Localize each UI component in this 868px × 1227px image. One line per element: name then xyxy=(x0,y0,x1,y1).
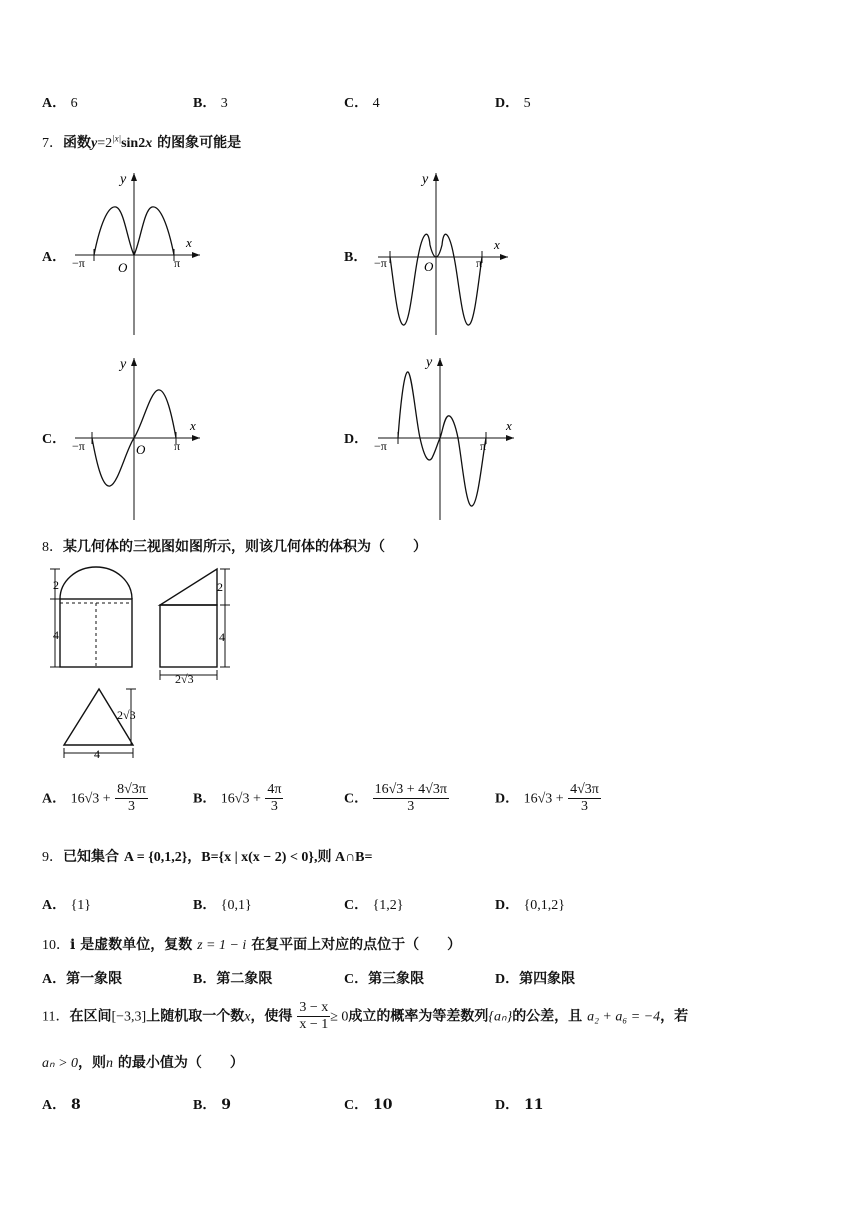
svg-text:x: x xyxy=(190,418,196,433)
q10-option-c: C．第三象限 xyxy=(344,971,425,987)
q9-option-a: A． {1} xyxy=(42,898,92,913)
svg-text:y: y xyxy=(426,355,433,370)
q9-option-b: B． {0,1} xyxy=(193,898,252,913)
q9-option-d: D． {0,1,2} xyxy=(495,898,566,913)
dim-two-root3: 2√3 xyxy=(175,672,194,686)
q11-option-d: D． 11 xyxy=(495,1097,544,1113)
q11-option-b: B． 9 xyxy=(193,1097,231,1113)
q7-graph-a-letter: A． xyxy=(42,250,67,265)
q7-graph-a xyxy=(60,165,210,340)
q6-option-b: B． 3 xyxy=(193,96,228,111)
axis-y-label: y xyxy=(120,172,127,187)
q10-stem: 10．i 是虚数单位，复数 z = 1 − i 在复平面上对应的点位于（ ） xyxy=(42,937,462,953)
q9-option-c: C． {1,2} xyxy=(344,898,404,913)
q10-option-b: B．第二象限 xyxy=(193,971,273,987)
q7-graph-b xyxy=(370,165,520,340)
q8-stem: 8．某几何体的三视图如图所示，则该几何体的体积为（ ） xyxy=(42,539,427,555)
q7-graph-c xyxy=(60,350,210,525)
svg-text:x: x xyxy=(494,237,500,252)
q7-graph-d-letter: D． xyxy=(344,432,369,447)
dim-two: 2 xyxy=(53,578,59,592)
q8-three-views xyxy=(45,565,245,765)
q11-stem-line1: 11．在区间[−3,3]上随机取一个数x，使得 $\frac{3 - x}{x - 1}$ ≥ 0成立的概率为等差数列{aₙ}的公差，且 a₂ + a₆ = −4，若 xyxy=(42,1000,689,1032)
dim-four-b: 4 xyxy=(94,747,100,761)
svg-text:4: 4 xyxy=(219,630,225,644)
q6-option-a: A． 6 xyxy=(42,96,78,111)
q10-option-a: A．第一象限 xyxy=(42,971,123,987)
svg-text:2: 2 xyxy=(217,580,223,594)
q6-option-c: C． 4 xyxy=(344,96,380,111)
q9-stem: 9．已知集合 A = {0,1,2}，B={x | x(x − 2) < 0},则 A∩B= xyxy=(42,849,373,865)
neg-pi-label: −π xyxy=(72,256,85,270)
svg-text:−π: −π xyxy=(374,256,387,270)
dim-four: 4 xyxy=(53,628,59,642)
q8-option-a: A． 16√3 + $\frac{8√3\pi}{3}$ xyxy=(42,782,146,814)
svg-text:2√3: 2√3 xyxy=(117,708,136,722)
svg-text:−π: −π xyxy=(374,439,387,453)
pi-label: π xyxy=(174,256,181,270)
svg-text:O: O xyxy=(136,442,146,457)
svg-text:π: π xyxy=(480,439,487,453)
q7-stem: 7．函数$y=2^{|x|}\sin 2x$ 的图象可能是 xyxy=(42,133,242,151)
q7-graph-b-letter: B． xyxy=(344,250,368,265)
axis-x-label: x xyxy=(186,235,192,250)
svg-text:x: x xyxy=(506,418,512,433)
svg-text:y: y xyxy=(422,172,429,187)
q10-option-d: D．第四象限 xyxy=(495,971,576,987)
q8-option-c: C． $\frac{16√3 + 4√3\pi}{3}$ xyxy=(344,782,447,814)
q11-stem-line2: aₙ > 0，则n 的最小值为（ ） xyxy=(42,1055,244,1071)
q7-graph-d xyxy=(370,350,520,525)
axis-origin-label: O xyxy=(118,260,128,275)
svg-text:π: π xyxy=(476,256,483,270)
q11-option-c: C． 10 xyxy=(344,1097,393,1113)
q8-option-b: B． 16√3 + $\frac{4\pi}{3}$ xyxy=(193,782,282,814)
svg-text:O: O xyxy=(424,259,434,274)
svg-text:π: π xyxy=(174,439,181,453)
svg-text:−π: −π xyxy=(72,439,85,453)
q11-option-a: A． 8 xyxy=(42,1097,81,1113)
svg-text:y: y xyxy=(120,357,127,372)
q6-option-d: D． 5 xyxy=(495,96,531,111)
q8-option-d: D． 16√3 + $\frac{4√3\pi}{3}$ xyxy=(495,782,599,814)
q7-graph-c-letter: C． xyxy=(42,432,67,447)
